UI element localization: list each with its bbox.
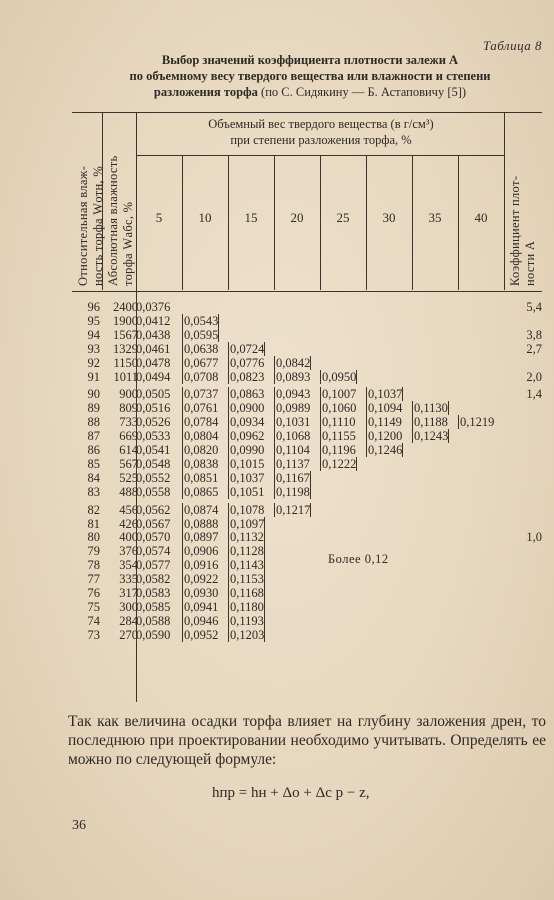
- density-value: 0,1180: [230, 599, 264, 614]
- density-value: 0,0922: [184, 572, 219, 587]
- density-value: 0,0916: [184, 558, 219, 573]
- absolute-moisture-value: 733: [119, 415, 138, 430]
- degree-header-25: 25: [336, 210, 350, 225]
- density-value: 0,0412: [136, 313, 171, 328]
- bolee-note: Более 0,12: [328, 552, 389, 566]
- density-value: 0,0595: [184, 327, 219, 342]
- density-value: 0,0638: [184, 341, 219, 356]
- relative-moisture-value: 76: [87, 586, 100, 600]
- header-divider: [504, 112, 505, 290]
- relative-moisture-value: 80: [87, 530, 100, 545]
- absolute-moisture-value: 270: [119, 627, 138, 642]
- absolute-moisture-value: 900: [119, 387, 138, 402]
- absolute-moisture-value: 2400: [113, 300, 138, 314]
- body-paragraph: Так как величина осадки торфа влияет на глубину заложения дрен, то последнюю при проектировании необходимо учитывать. Определять ее можно по следующей формуле:: [68, 713, 546, 768]
- relative-moisture-value: 96: [87, 300, 100, 314]
- density-value: 0,0588: [136, 613, 171, 628]
- absolute-moisture-value: 488: [119, 484, 138, 499]
- density-value: 0,0776: [230, 355, 265, 370]
- relative-moisture-value: 92: [87, 355, 100, 370]
- density-value: 0,0897: [184, 530, 219, 545]
- density-value: 0,0541: [136, 443, 171, 457]
- caption-line-2: по объемному весу твердого вещества или влажности и степени: [129, 69, 491, 83]
- absolute-moisture-value: 335: [119, 572, 138, 587]
- density-value: 0,0943: [276, 387, 311, 402]
- density-value: 0,1143: [230, 558, 264, 573]
- density-value: 0,1168: [230, 586, 264, 600]
- absolute-moisture-value: 567: [119, 456, 138, 471]
- density-value: 0,1110: [322, 415, 356, 430]
- absolute-moisture-value: 1011: [113, 369, 138, 384]
- relative-moisture-value: 85: [87, 456, 100, 471]
- density-value: 0,0570: [136, 530, 171, 545]
- absolute-moisture-value: 400: [119, 530, 138, 545]
- absolute-moisture-value: 1567: [113, 327, 138, 342]
- density-value: 0,1153: [230, 572, 264, 587]
- relative-moisture-value: 89: [87, 401, 100, 416]
- density-coefficient-value: 1,4: [526, 387, 542, 402]
- absolute-moisture-value: 317: [119, 586, 138, 600]
- density-value: 0,1097: [230, 516, 265, 531]
- density-value: 0,1015: [230, 456, 265, 471]
- density-value: 0,0558: [136, 484, 171, 499]
- relative-moisture-value: 91: [87, 369, 100, 384]
- absolute-moisture-value: 525: [119, 470, 138, 485]
- absolute-moisture-value: 456: [119, 502, 138, 517]
- density-value: 0,1198: [276, 484, 310, 499]
- density-value: 0,0582: [136, 572, 171, 587]
- density-value: 0,0906: [184, 544, 219, 559]
- relative-moisture-value: 90: [87, 387, 100, 402]
- density-value: 0,0708: [184, 369, 219, 384]
- relative-moisture-value: 79: [87, 544, 100, 559]
- density-value: 0,1243: [414, 429, 449, 444]
- density-value: 0,0784: [184, 415, 219, 430]
- density-value: 0,0577: [136, 558, 171, 573]
- density-value: 0,1149: [368, 415, 402, 430]
- density-value: 0,1193: [230, 613, 264, 628]
- header-volume-weight-group: Объемный вес твердого вещества (в г/см³) при степени разложения торфа, %: [208, 117, 434, 147]
- caption-line-1: Выбор значений коэффициента плотности залежи A: [161, 53, 459, 67]
- density-value: 0,1130: [414, 401, 448, 416]
- relative-moisture-value: 95: [87, 313, 100, 328]
- density-value: 0,1196: [322, 443, 356, 457]
- density-value: 0,0952: [184, 627, 219, 642]
- relative-moisture-value: 82: [87, 502, 100, 517]
- degree-header-15: 15: [244, 210, 258, 225]
- caption-line-3: [70, 84, 550, 100]
- header-relative-moisture: Относительная влаж- ность торфа Wотн, %: [76, 165, 105, 286]
- density-value: 0,0761: [184, 401, 219, 416]
- density-value: 0,0543: [184, 313, 219, 328]
- density-value: 0,0946: [184, 613, 219, 628]
- relative-moisture-value: 88: [87, 415, 100, 430]
- table-caption: [70, 52, 550, 100]
- relative-moisture-value: 73: [87, 627, 100, 642]
- table-label: Таблица 8: [482, 38, 542, 53]
- density-value: 0,0874: [184, 502, 219, 517]
- density-value: 0,0838: [184, 456, 219, 471]
- density-value: 0,0438: [136, 327, 171, 342]
- density-value: 0,0516: [136, 401, 171, 416]
- density-value: 0,1167: [276, 470, 310, 485]
- absolute-moisture-value: 354: [119, 558, 138, 573]
- density-value: 0,0583: [136, 586, 171, 600]
- density-value: 0,1094: [368, 401, 403, 416]
- relative-moisture-value: 77: [87, 572, 100, 587]
- degree-header-20: 20: [290, 210, 304, 225]
- density-value: 0,0820: [184, 443, 219, 457]
- absolute-moisture-value: 376: [119, 544, 138, 559]
- density-value: 0,0823: [230, 369, 265, 384]
- density-value: 0,0724: [230, 341, 265, 356]
- density-value: 0,0851: [184, 470, 219, 485]
- density-value: 0,1037: [230, 470, 265, 485]
- density-value: 0,0574: [136, 544, 171, 559]
- density-value: 0,0526: [136, 415, 171, 430]
- density-value: 0,0461: [136, 341, 171, 356]
- density-value: 0,0962: [230, 429, 265, 444]
- absolute-moisture-value: 1900: [113, 313, 138, 328]
- relative-moisture-value: 87: [87, 429, 100, 444]
- density-value: 0,0934: [230, 415, 265, 430]
- degree-header-5: 5: [155, 210, 163, 225]
- caption-line-3-plain: (по С. Сидякину — Б. Астаповичу [5]): [261, 85, 467, 99]
- density-value: 0,0863: [230, 387, 265, 402]
- density-value: 0,0567: [136, 516, 171, 531]
- relative-moisture-value: 84: [87, 470, 100, 485]
- density-value: 0,0585: [136, 599, 171, 614]
- absolute-moisture-value: 1329: [113, 341, 138, 356]
- caption-line-3-bold: разложения торфа: [153, 85, 258, 99]
- density-value: 0,0930: [184, 586, 219, 600]
- degree-header-35: 35: [428, 210, 442, 225]
- density-coefficient-value: 5,4: [526, 300, 542, 314]
- density-value: 0,1217: [276, 502, 311, 517]
- relative-moisture-value: 74: [87, 613, 100, 628]
- absolute-moisture-value: 300: [119, 599, 138, 614]
- density-value: 0,0562: [136, 502, 171, 517]
- density-value: 0,0865: [184, 484, 219, 499]
- absolute-moisture-value: 426: [119, 516, 138, 531]
- density-value: 0,0989: [276, 401, 311, 416]
- relative-moisture-value: 93: [87, 341, 100, 356]
- density-value: 0,0590: [136, 627, 171, 642]
- density-value: 0,0552: [136, 470, 171, 485]
- density-value: 0,1068: [276, 429, 311, 444]
- relative-moisture-value: 81: [87, 516, 100, 531]
- density-value: 0,0893: [276, 369, 311, 384]
- density-value: 0,0888: [184, 516, 219, 531]
- density-value: 0,0505: [136, 387, 171, 402]
- absolute-moisture-value: 1150: [113, 355, 138, 370]
- relative-moisture-value: 83: [87, 484, 100, 499]
- density-value: 0,0494: [136, 369, 171, 384]
- density-value: 0,1031: [276, 415, 311, 430]
- density-value: 0,1246: [368, 443, 403, 457]
- density-value: 0,0842: [276, 355, 311, 370]
- header-density-coefficient: Коэффициент плот- ности A: [508, 175, 537, 286]
- density-value: 0,1132: [230, 530, 264, 545]
- density-value: 0,1007: [322, 387, 357, 402]
- degree-header-30: 30: [382, 210, 396, 225]
- density-coefficient-value: 2,7: [526, 341, 542, 356]
- density-value: 0,0376: [136, 300, 171, 314]
- density-coefficient-value: 2,0: [526, 369, 542, 384]
- relative-moisture-value: 94: [87, 327, 100, 342]
- density-value: 0,1219: [460, 415, 495, 430]
- relative-moisture-value: 86: [87, 443, 100, 457]
- density-value: 0,1155: [322, 429, 356, 444]
- density-value: 0,1078: [230, 502, 265, 517]
- density-value: 0,0677: [184, 355, 219, 370]
- density-value: 0,1203: [230, 627, 265, 642]
- density-value: 0,1128: [230, 544, 264, 559]
- degree-header-40: 40: [474, 210, 488, 225]
- absolute-moisture-value: 284: [119, 613, 138, 628]
- density-coefficient-value: 1,0: [526, 530, 542, 545]
- header-absolute-moisture: Абсолютная влажность торфа Wабс, %: [106, 155, 135, 286]
- absolute-moisture-value: 614: [119, 443, 138, 457]
- density-value: 0,1222: [322, 456, 357, 471]
- relative-moisture-value: 78: [87, 558, 100, 573]
- absolute-moisture-value: 669: [119, 429, 138, 444]
- relative-moisture-value: 75: [87, 599, 100, 614]
- density-coefficient-value: 3,8: [526, 327, 542, 342]
- density-value: 0,0950: [322, 369, 357, 384]
- density-value: 0,1051: [230, 484, 265, 499]
- page-number: 36: [72, 818, 86, 833]
- degree-header-10: 10: [198, 210, 212, 225]
- density-value: 0,1037: [368, 387, 403, 402]
- density-value: 0,0737: [184, 387, 219, 402]
- density-value: 0,1060: [322, 401, 357, 416]
- density-value: 0,0990: [230, 443, 265, 457]
- density-value: 0,0941: [184, 599, 219, 614]
- density-value: 0,0533: [136, 429, 171, 444]
- density-value: 0,0804: [184, 429, 219, 444]
- density-value: 0,0478: [136, 355, 171, 370]
- density-value: 0,1104: [276, 443, 310, 457]
- absolute-moisture-value: 809: [119, 401, 138, 416]
- density-value: 0,0900: [230, 401, 265, 416]
- density-value: 0,1200: [368, 429, 403, 444]
- density-value: 0,1137: [276, 456, 310, 471]
- settlement-formula: hпр = hн + Δо + Δc p − z,: [212, 785, 370, 801]
- density-value: 0,0548: [136, 456, 171, 471]
- density-value: 0,1188: [414, 415, 448, 430]
